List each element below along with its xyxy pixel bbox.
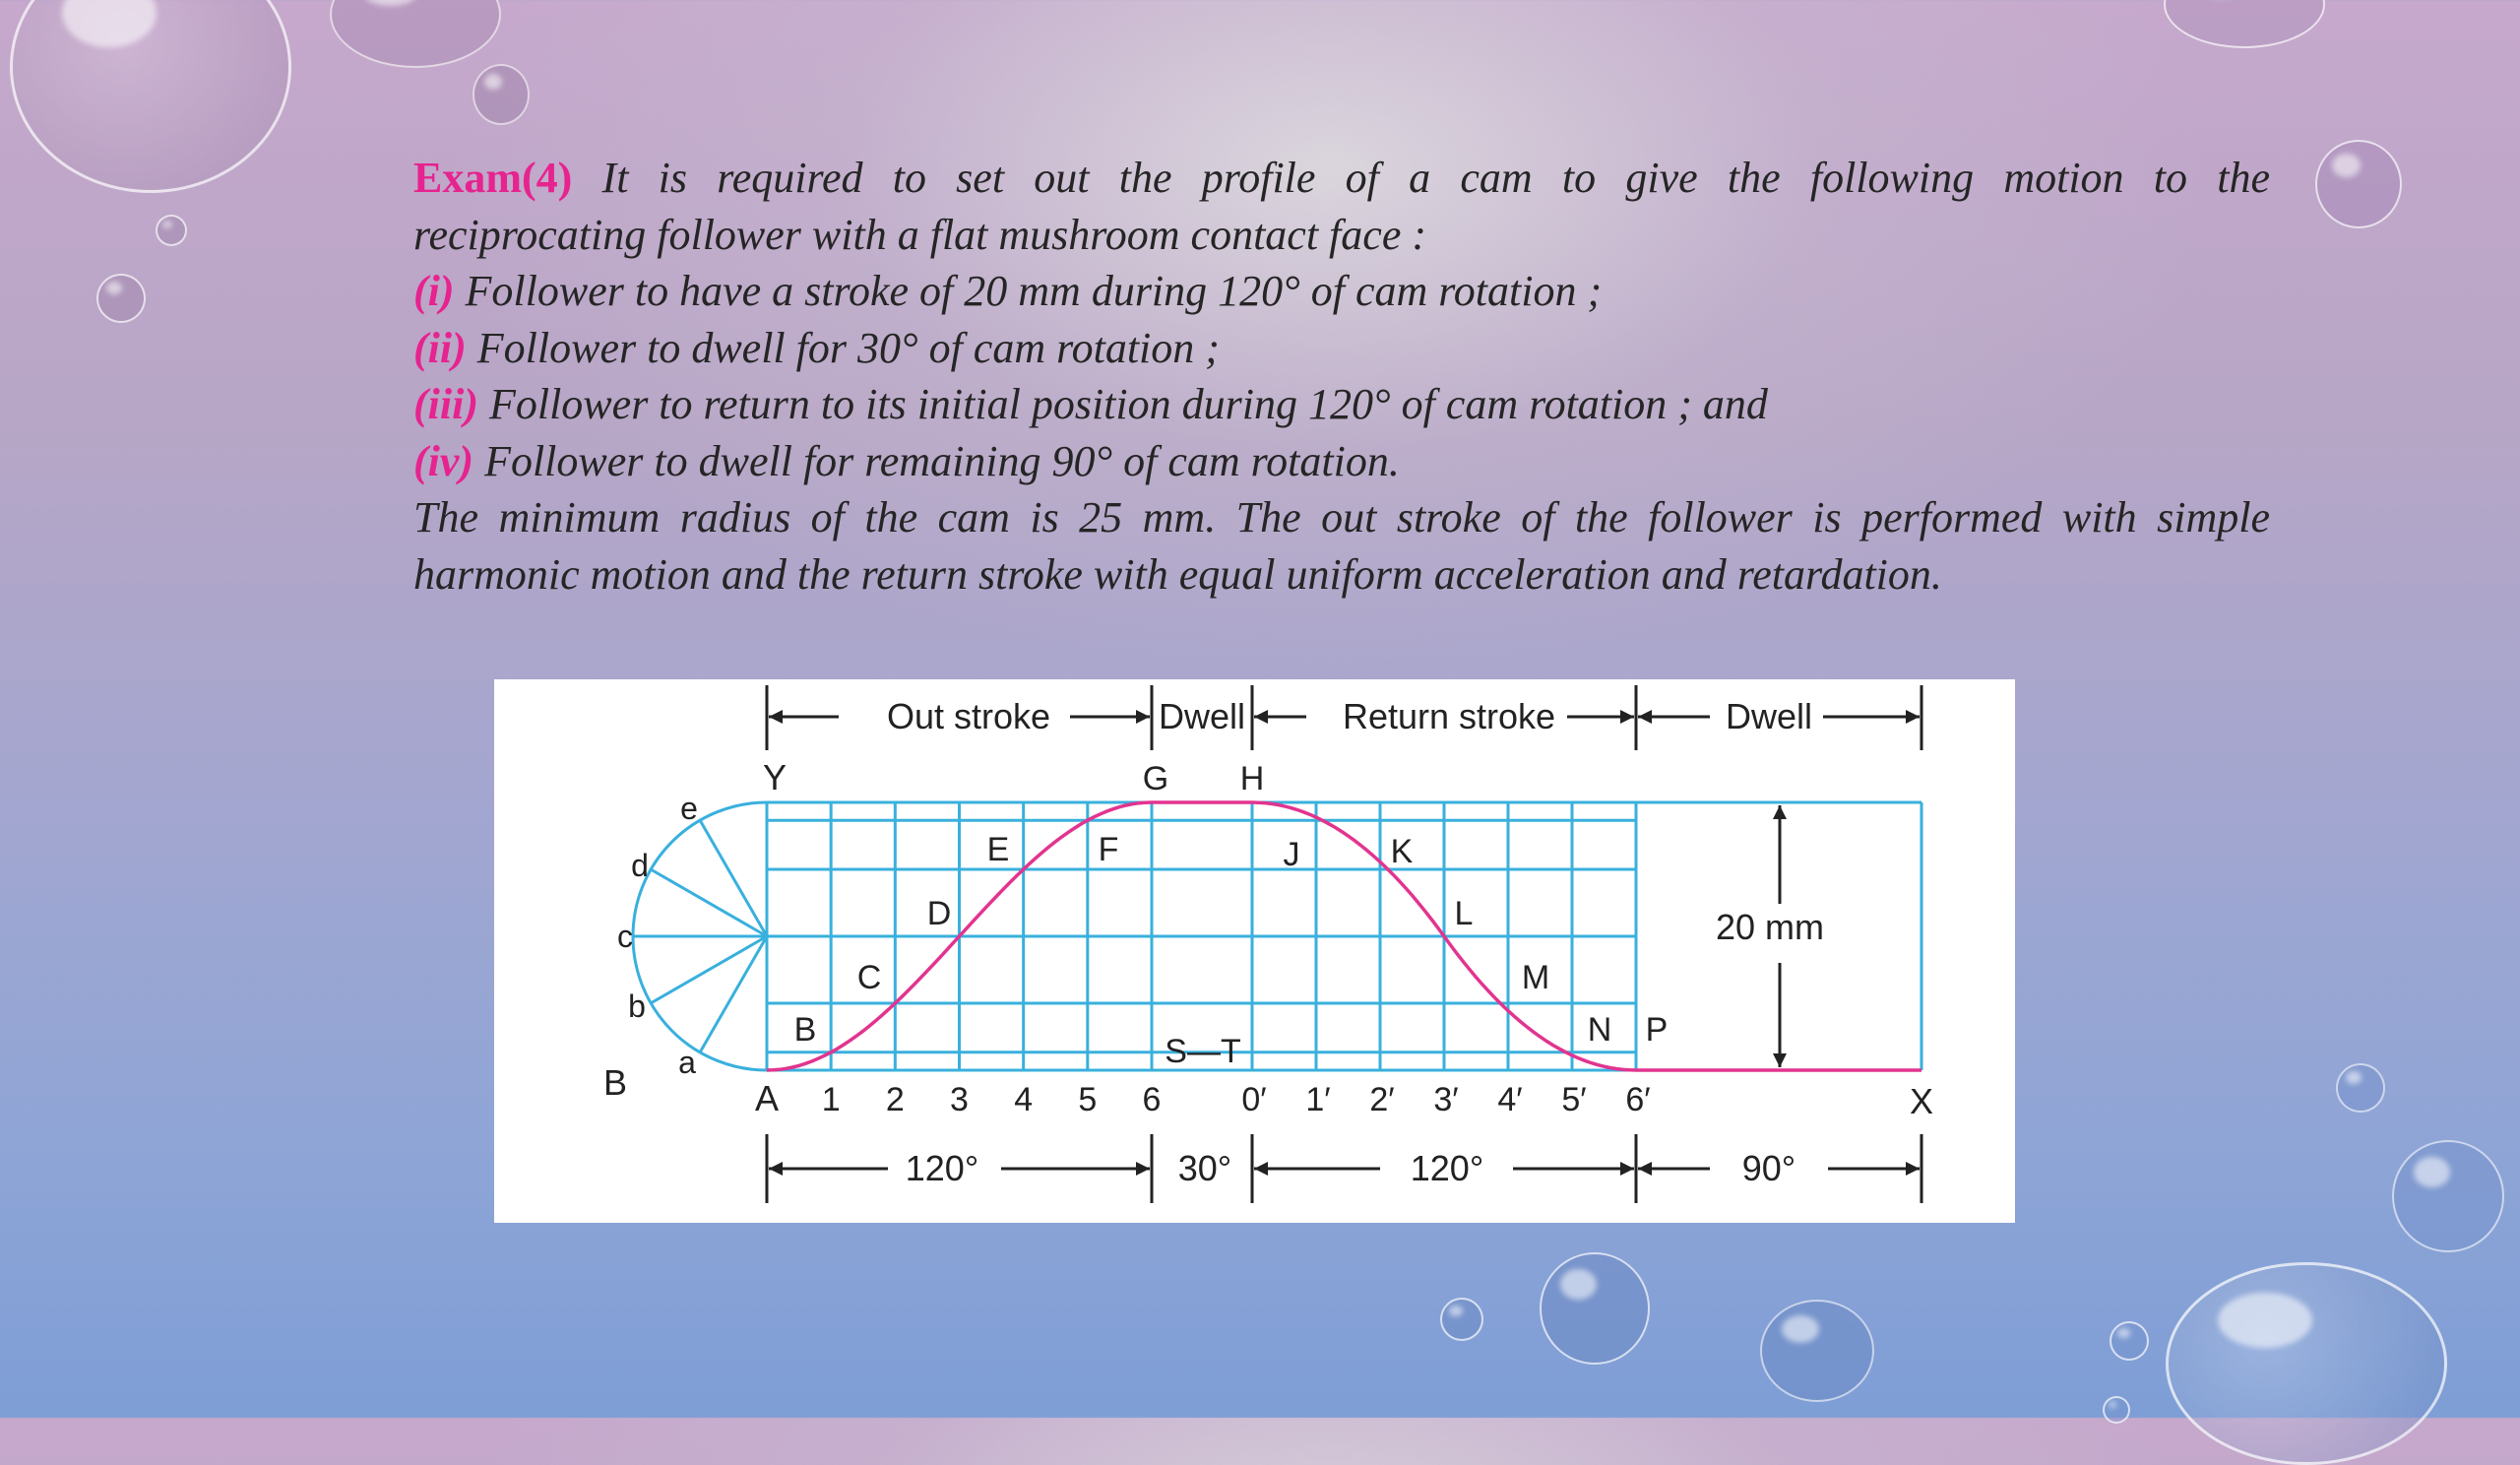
tick-label: 1 [821,1081,841,1118]
exam-title: Exam(4) [413,154,573,202]
item-text: Follower to have a stroke of 20 mm during 120° of cam rotation ; [454,267,1603,315]
tick-label: 5 [1078,1081,1098,1118]
displacement-diagram-svg [494,679,2015,1223]
water-drop-decoration [2315,140,2402,228]
label-curve-f: F [1098,831,1119,868]
label-dwell-1: Dwell [1158,696,1246,736]
tick-label: 2 [885,1081,905,1118]
label-axis-x: X [1909,1081,1934,1121]
item-number: (i) [413,267,455,315]
label-point-a-origin: A [754,1078,780,1118]
label-axis-y: Y [762,757,788,797]
tick-label: 2′ [1369,1081,1395,1118]
water-drop-decoration [1760,1300,1874,1402]
tick-label: 6 [1142,1081,1162,1118]
tick-label: 3′ [1433,1081,1459,1118]
label-circle-e: e [680,791,698,826]
tick-label: 1′ [1305,1081,1331,1118]
tick-label: 3 [950,1081,969,1118]
label-s-t: S—T [1165,1033,1241,1070]
label-angle-dwell-1: 30° [1177,1148,1232,1188]
item-text: Follower to dwell for remaining 90° of cam rotation. [473,436,1400,485]
label-angle-out: 120° [905,1148,979,1188]
label-angle-dwell-2: 90° [1741,1148,1796,1188]
item-number: (iii) [413,380,478,428]
label-curve-n: N [1587,1011,1612,1049]
item-number: (ii) [413,323,467,372]
water-drop-decoration [156,215,187,246]
label-curve-p: P [1645,1011,1669,1049]
label-curve-l: L [1454,895,1474,932]
label-angle-return: 120° [1410,1148,1484,1188]
closing-line-2: harmonic motion and the return stroke with equal uniform acceleration and retardation. [413,549,1942,599]
tick-label: 4′ [1497,1081,1523,1118]
problem-statement [413,150,2270,603]
label-point-b-base: B [602,1062,628,1103]
tick-label: 6′ [1625,1081,1651,1118]
water-drop-decoration [330,0,501,68]
label-curve-j: J [1283,836,1300,873]
tick-label: 0′ [1241,1081,1267,1118]
intro-text-1: It is required to set out the profile of a cam to give the following motion to the [601,154,2270,202]
label-circle-a: a [678,1045,696,1080]
label-stroke-20mm: 20 mm [1715,907,1825,947]
water-drop-decoration [2110,1321,2149,1361]
condition-item-2 [413,320,2270,377]
water-drop-decoration [2164,0,2325,48]
condition-item-4 [413,433,2270,490]
label-curve-m: M [1521,959,1550,996]
label-curve-h: H [1239,760,1265,797]
item-text: Follower to return to its initial position during 120° of cam rotation ; and [477,380,1768,428]
label-return-stroke: Return stroke [1342,696,1556,736]
label-curve-g: G [1142,760,1169,797]
water-drop-decoration [2103,1396,2130,1424]
intro-line-2: reciprocating follower with a flat mushroom contact face : [413,210,1426,259]
item-text: Follower to dwell for 30° of cam rotation ; [466,323,1220,372]
label-circle-d: d [631,848,649,883]
water-drop-decoration [96,274,146,323]
displacement-diagram [494,679,2015,1223]
water-drop-decoration [1540,1252,1650,1365]
water-drop-decoration [2336,1063,2385,1113]
label-curve-b: B [793,1011,817,1049]
item-number: (iv) [413,436,474,485]
label-curve-d: D [926,895,952,932]
label-dwell-2: Dwell [1725,696,1813,736]
label-curve-k: K [1390,833,1414,870]
closing-line-1: The minimum radius of the cam is 25 mm. The out stroke of the follower is performed with simple [413,493,2270,541]
condition-item-3 [413,376,2270,433]
intro-line-1 [413,150,2270,207]
water-drop-decoration [2166,1262,2447,1465]
label-circle-b: b [628,988,646,1024]
base-semicircle [633,802,767,1070]
tick-label: 4 [1014,1081,1034,1118]
tick-label: 5′ [1561,1081,1587,1118]
label-curve-c: C [856,959,882,996]
label-curve-e: E [986,831,1010,868]
label-out-stroke: Out stroke [886,696,1051,736]
tick-labels [822,1081,1651,1118]
condition-item-1 [413,263,2270,320]
water-drop-decoration [1440,1298,1483,1341]
water-drop-decoration [472,64,530,125]
label-circle-c: c [617,919,633,954]
water-drop-decoration [10,0,291,193]
water-drop-decoration [2392,1140,2504,1252]
